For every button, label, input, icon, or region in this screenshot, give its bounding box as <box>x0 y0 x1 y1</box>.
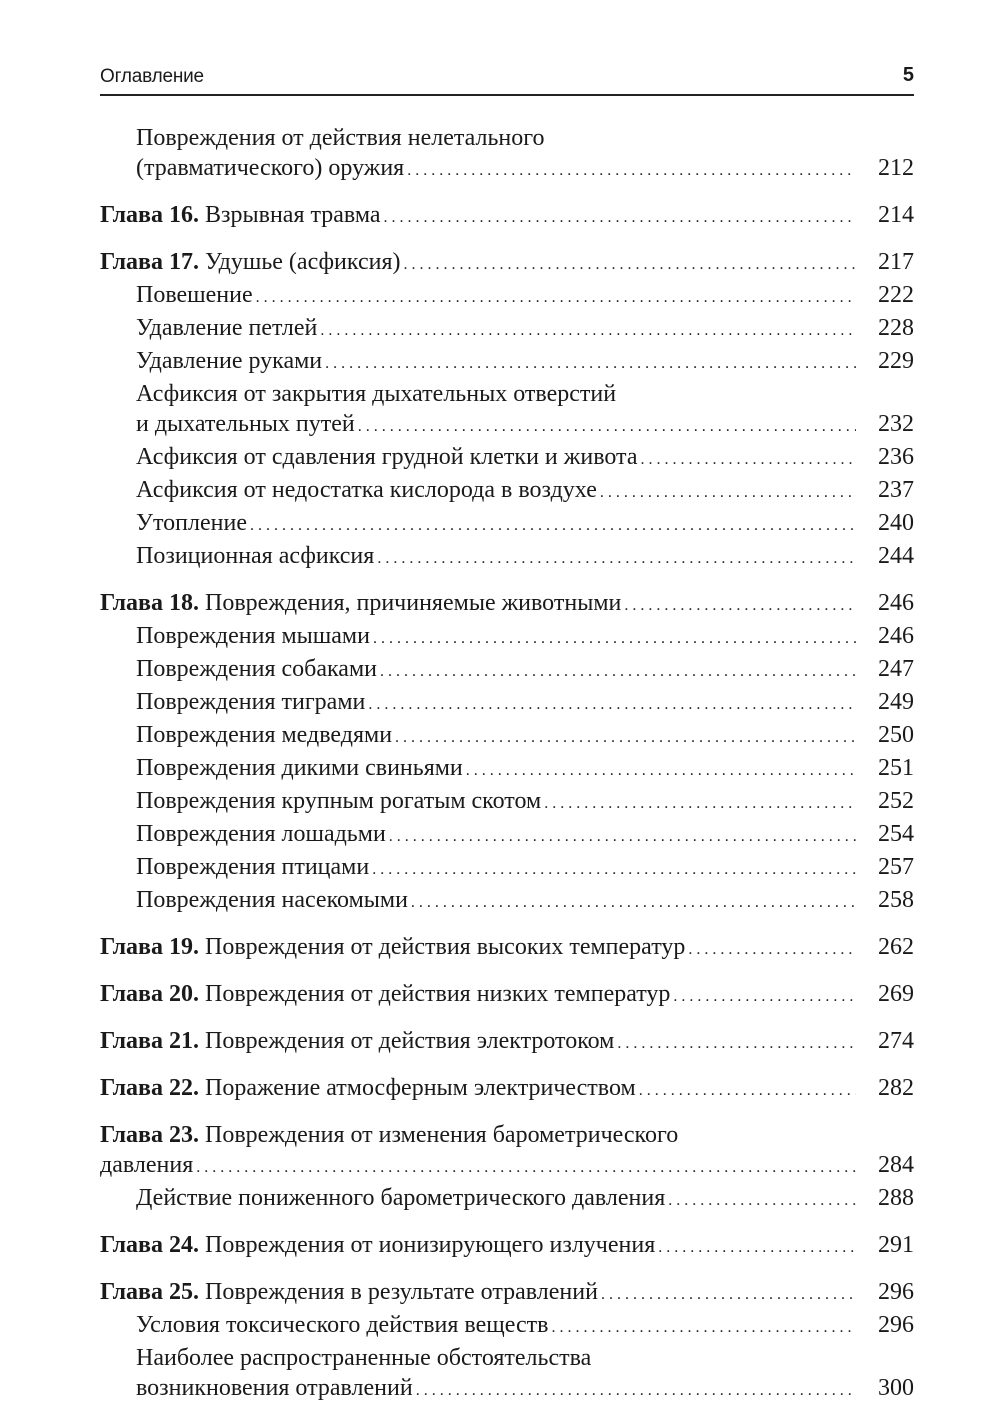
chapter-title-line1: Повреждения от изменения барометрического <box>205 1122 679 1148</box>
toc-entry[interactable] <box>100 654 914 687</box>
toc-entry[interactable] <box>100 123 914 186</box>
toc-entry-page: 296 <box>878 1312 914 1338</box>
leader-dots <box>256 283 856 313</box>
toc-entry[interactable] <box>100 313 914 346</box>
toc-entry-page: 222 <box>878 282 914 308</box>
toc-entry-page: 212 <box>878 155 914 181</box>
toc-entry[interactable] <box>100 852 914 885</box>
leader-dots <box>380 657 856 687</box>
leader-dots <box>411 888 856 918</box>
leader-dots <box>551 1313 856 1343</box>
toc-entry[interactable] <box>100 786 914 819</box>
toc-entry-title: Повреждения тиграми <box>136 689 366 715</box>
toc-entry-title: Повреждения собаками <box>136 656 377 682</box>
chapter-label: Глава 25. <box>100 1279 199 1305</box>
leader-dots <box>358 412 856 442</box>
toc-entry-page: 214 <box>878 202 914 228</box>
toc-entry[interactable] <box>100 753 914 786</box>
toc-entry[interactable] <box>100 475 914 508</box>
toc-entry-title-line1: Асфиксия от закрытия дыхательных отверстий <box>136 381 617 407</box>
chapter-label: Глава 24. <box>100 1232 199 1258</box>
leader-dots <box>377 544 856 574</box>
toc-chapter-22[interactable] <box>100 1073 914 1106</box>
toc-entry-title-line2: возникновения отравлений <box>136 1375 413 1401</box>
leader-dots <box>395 723 856 753</box>
toc-entry-title: Повреждения птицами <box>136 854 370 880</box>
chapter-title: Удушье (асфиксия) <box>205 249 401 275</box>
chapter-label: Глава 23. <box>100 1122 199 1148</box>
leader-dots <box>384 203 856 233</box>
leader-dots <box>668 1186 856 1216</box>
toc-entry-page: 282 <box>878 1075 914 1101</box>
toc-entry-title: Повреждения мышами <box>136 623 370 649</box>
toc-entry-page: 300 <box>878 1375 914 1401</box>
toc-entry-page: 274 <box>878 1028 914 1054</box>
toc-entry-page: 232 <box>878 411 914 437</box>
toc-chapter-18[interactable] <box>100 588 914 621</box>
toc-entry-title: Асфиксия от сдавления грудной клетки и живота <box>136 444 638 470</box>
chapter-title: Поражение атмосферным электричеством <box>205 1075 636 1101</box>
toc-entry-title: Повреждения медведями <box>136 722 393 748</box>
chapter-title: Повреждения в результате отравлений <box>205 1279 598 1305</box>
leader-dots <box>658 1233 856 1263</box>
toc-entry[interactable] <box>100 280 914 313</box>
toc-entry[interactable] <box>100 346 914 379</box>
toc-entry-page: 247 <box>878 656 914 682</box>
toc-entry-page: 258 <box>878 887 914 913</box>
chapter-title: Повреждения от действия высоких температур <box>205 934 686 960</box>
toc-entry-page: 251 <box>878 755 914 781</box>
toc-entry-title: Действие пониженного барометрического давления <box>136 1185 666 1211</box>
leader-dots <box>196 1153 856 1183</box>
running-header-title: Оглавление <box>100 66 204 87</box>
toc-entry-title: Утопление <box>136 510 247 536</box>
toc-entry-title: Повреждения крупным рогатым скотом <box>136 788 542 814</box>
chapter-title: Взрывная травма <box>205 202 381 228</box>
toc-entry[interactable] <box>100 541 914 574</box>
toc-entry[interactable] <box>100 442 914 475</box>
toc-entry-page: 269 <box>878 981 914 1007</box>
leader-dots <box>601 1280 856 1310</box>
leader-dots <box>600 478 856 508</box>
leader-dots <box>373 624 856 654</box>
toc-entry[interactable] <box>100 1343 914 1406</box>
toc-chapter-20[interactable] <box>100 979 914 1012</box>
toc-entry-page: 284 <box>878 1152 914 1178</box>
leader-dots <box>320 316 856 346</box>
toc-entry-title: Удавление руками <box>136 348 323 374</box>
running-header <box>100 66 914 96</box>
toc-entry-page: 257 <box>878 854 914 880</box>
toc-entry-page: 252 <box>878 788 914 814</box>
toc-entry[interactable] <box>100 885 914 918</box>
toc-entry-page: 236 <box>878 444 914 470</box>
toc-entry-page: 296 <box>878 1279 914 1305</box>
toc-entry-page: 254 <box>878 821 914 847</box>
toc-entry-page: 246 <box>878 623 914 649</box>
leader-dots <box>624 591 856 621</box>
toc-entry[interactable] <box>100 621 914 654</box>
leader-dots <box>325 349 856 379</box>
toc-entry-title: Условия токсического действия веществ <box>136 1312 549 1338</box>
toc-entry-page: 291 <box>878 1232 914 1258</box>
toc-entry-page: 246 <box>878 590 914 616</box>
leader-dots <box>389 822 856 852</box>
toc-entry-page: 244 <box>878 543 914 569</box>
toc-entry-title: Повреждения дикими свиньями <box>136 755 463 781</box>
leader-dots <box>466 756 856 786</box>
leader-dots <box>640 445 856 475</box>
chapter-title: Повреждения от действия электротоком <box>205 1028 615 1054</box>
toc-entry-title: Асфиксия от недостатка кислорода в воздухе <box>136 477 597 503</box>
chapter-title: Повреждения, причиняемые животными <box>205 590 622 616</box>
toc-entry[interactable] <box>100 687 914 720</box>
toc-entry-title: Позиционная асфиксия <box>136 543 375 569</box>
toc-chapter-16[interactable] <box>100 200 914 233</box>
leader-dots <box>673 982 856 1012</box>
leader-dots <box>407 156 856 186</box>
toc-entry[interactable] <box>100 1310 914 1343</box>
toc-entry-page: 262 <box>878 934 914 960</box>
page-number: 5 <box>902 64 914 86</box>
toc-entry-title-line2: (травматического) оружия <box>136 155 405 181</box>
leader-dots <box>404 250 857 280</box>
toc-entry-title-line1: Повреждения от действия нелетального <box>136 125 545 151</box>
leader-dots <box>617 1029 856 1059</box>
toc-entry-page: 250 <box>878 722 914 748</box>
toc-chapter-19[interactable] <box>100 932 914 965</box>
leader-dots <box>368 690 856 720</box>
leader-dots <box>639 1076 856 1106</box>
chapter-title: Повреждения от ионизирующего излучения <box>205 1232 656 1258</box>
toc-entry-title: Повреждения лошадьми <box>136 821 386 847</box>
leader-dots <box>416 1376 856 1406</box>
toc-chapter-24[interactable] <box>100 1230 914 1263</box>
toc-entry-title-line1: Наиболее распространенные обстоятельства <box>136 1345 592 1371</box>
toc-entry-page: 228 <box>878 315 914 341</box>
leader-dots <box>544 789 856 819</box>
chapter-title-line2: давления <box>100 1152 194 1178</box>
leader-dots <box>372 855 856 885</box>
chapter-title: Повреждения от действия низких температур <box>205 981 671 1007</box>
chapter-label: Глава 17. <box>100 249 199 275</box>
leader-dots <box>250 511 856 541</box>
chapter-label: Глава 20. <box>100 981 199 1007</box>
toc-entry-page: 217 <box>878 249 914 275</box>
toc-entry[interactable] <box>100 819 914 852</box>
chapter-label: Глава 22. <box>100 1075 199 1101</box>
toc-entry-page: 229 <box>878 348 914 374</box>
leader-dots <box>688 935 856 965</box>
toc-chapter-17[interactable] <box>100 247 914 280</box>
toc-chapter-23[interactable] <box>100 1120 914 1183</box>
toc-entry[interactable] <box>100 508 914 541</box>
toc-chapter-21[interactable] <box>100 1026 914 1059</box>
toc-entry-page: 240 <box>878 510 914 536</box>
toc-entry-title: Повреждения насекомыми <box>136 887 408 913</box>
chapter-label: Глава 19. <box>100 934 199 960</box>
toc-entry-page: 249 <box>878 689 914 715</box>
toc-entry[interactable] <box>100 1183 914 1216</box>
table-of-contents <box>100 123 914 1406</box>
chapter-label: Глава 18. <box>100 590 199 616</box>
toc-entry-title: Удавление петлей <box>136 315 318 341</box>
toc-chapter-25[interactable] <box>100 1277 914 1310</box>
chapter-label: Глава 21. <box>100 1028 199 1054</box>
toc-entry[interactable] <box>100 379 914 442</box>
toc-entry-title: Повешение <box>136 282 253 308</box>
toc-entry-title-line2: и дыхательных путей <box>136 411 355 437</box>
toc-entry[interactable] <box>100 720 914 753</box>
toc-entry-page: 288 <box>878 1185 914 1211</box>
chapter-label: Глава 16. <box>100 202 199 228</box>
toc-entry-page: 237 <box>878 477 914 503</box>
